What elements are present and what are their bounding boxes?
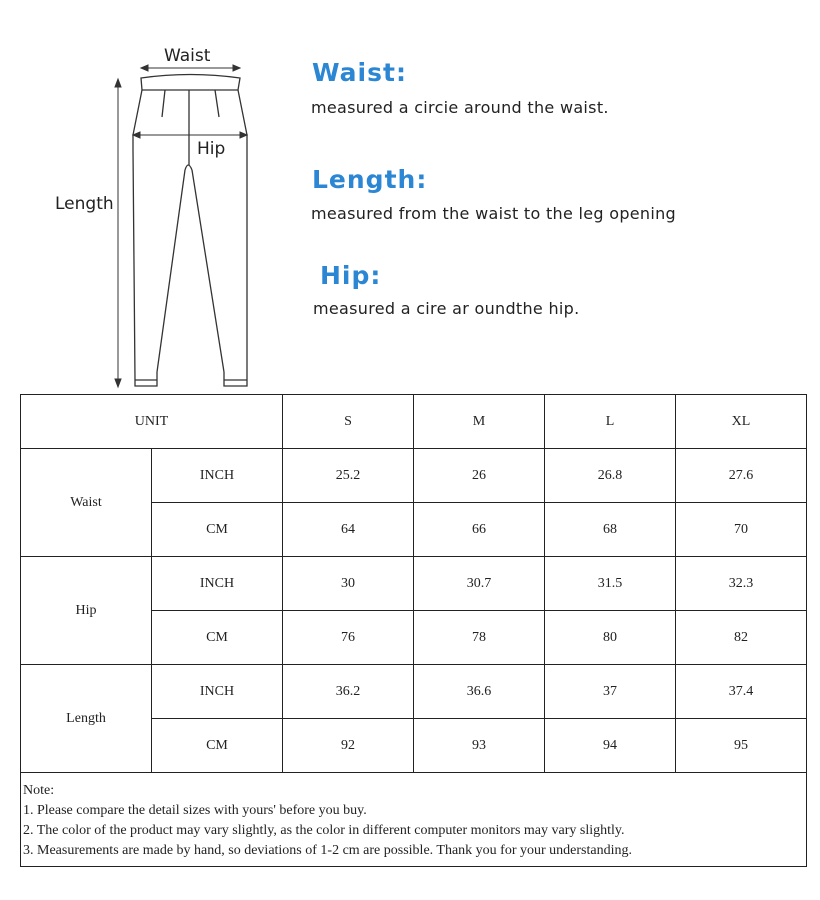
measure-name-cell: Hip [21,557,152,665]
value-cell: 66 [414,503,545,557]
waist-definition-title: Waist: [312,58,407,87]
value-cell: 26 [414,449,545,503]
value-cell: 26.8 [545,449,676,503]
value-cell: 95 [676,719,807,773]
unit-cell: INCH [152,557,283,611]
size-header: M [414,395,545,449]
value-cell: 82 [676,611,807,665]
value-cell: 80 [545,611,676,665]
measure-name-cell: Waist [21,449,152,557]
notes-cell [21,773,807,867]
value-cell: 36.2 [283,665,414,719]
value-cell: 37 [545,665,676,719]
value-cell: 37.4 [676,665,807,719]
notes-title: Note: [23,783,55,798]
unit-cell: CM [152,611,283,665]
unit-header: UNIT [21,395,283,449]
size-header: L [545,395,676,449]
hip-definition-title: Hip: [320,261,382,290]
note-line: 2. The color of the product may vary slightly, as the color in different computer monitors may vary slightly. [23,823,625,838]
pants-outline-icon [0,0,300,395]
size-chart-table [20,394,807,867]
size-header: S [283,395,414,449]
value-cell: 25.2 [283,449,414,503]
length-diagram-label: Length [55,194,114,214]
value-cell: 30 [283,557,414,611]
table-row [21,665,807,719]
value-cell: 30.7 [414,557,545,611]
value-cell: 32.3 [676,557,807,611]
unit-cell: CM [152,503,283,557]
waist-definition-text: measured a circie around the waist. [311,98,609,117]
value-cell: 92 [283,719,414,773]
unit-cell: CM [152,719,283,773]
value-cell: 31.5 [545,557,676,611]
value-cell: 64 [283,503,414,557]
value-cell: 76 [283,611,414,665]
notes-row [21,773,807,867]
hip-diagram-label: Hip [197,139,226,159]
hip-definition-text: measured a cire ar oundthe hip. [313,299,580,318]
table-row [21,557,807,611]
length-definition-title: Length: [312,165,428,194]
value-cell: 78 [414,611,545,665]
value-cell: 93 [414,719,545,773]
value-cell: 27.6 [676,449,807,503]
unit-cell: INCH [152,449,283,503]
unit-cell: INCH [152,665,283,719]
value-cell: 94 [545,719,676,773]
pants-diagram [0,0,300,395]
length-definition-text: measured from the waist to the leg opening [311,204,677,223]
value-cell: 70 [676,503,807,557]
note-line: 1. Please compare the detail sizes with yours' before you buy. [23,803,367,818]
size-header: XL [676,395,807,449]
table-header-row [21,395,807,449]
note-line: 3. Measurements are made by hand, so deviations of 1-2 cm are possible. Thank you for your understanding. [23,843,632,858]
table-row [21,449,807,503]
measure-name-cell: Length [21,665,152,773]
waist-diagram-label: Waist [164,46,211,66]
value-cell: 36.6 [414,665,545,719]
value-cell: 68 [545,503,676,557]
